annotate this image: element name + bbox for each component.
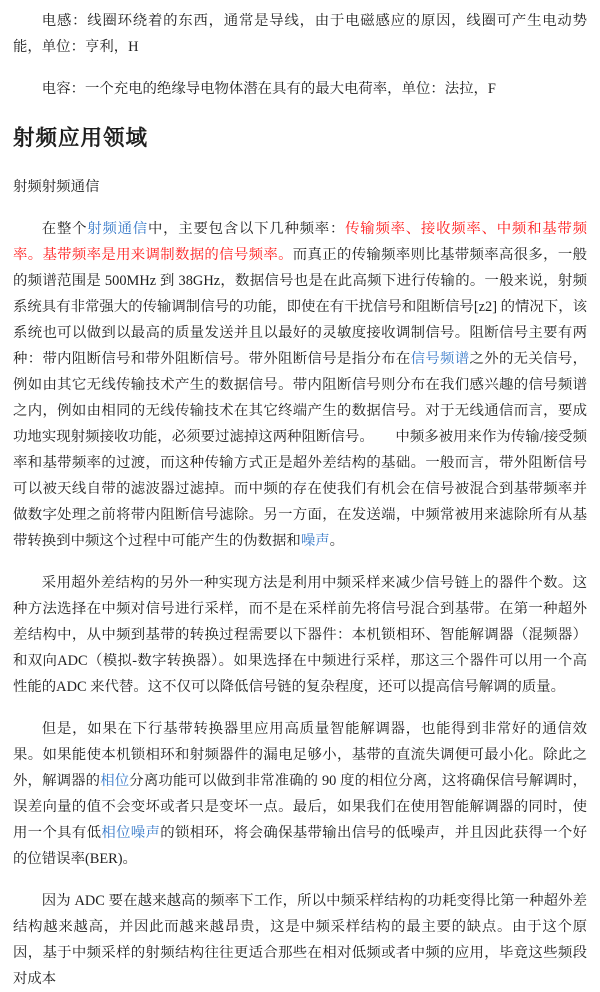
text-run: 因为 ADC 要在越来越高的频率下工作，所以中频采样结构的功耗变得比第一种超外差结构越来越高，并因此而越来越昂贵，这是中频采样结构的最主要的缺点。由于这个原因，基于中频采样的射频结构往往更适合那些在相对低频或者中频的应用，毕竟这些频段对成本 [13, 893, 587, 987]
link-phase[interactable]: 相位 [100, 773, 130, 789]
text-run: 分离功能可以做到非常准确的 90 度的相位分离，这将确保信号解调时，误差向量的值不会变坏或者只是变坏一点。最后，如果我们在使用智能解调器的同时，使用一个具有低 [13, 773, 587, 841]
paragraph-inductance [13, 8, 587, 60]
text-run: 的锁相环，将会确保基带输出信号的低噪声，并且因此获得一个好的位错误率(BER)。 [13, 825, 587, 867]
text-run: 电感：线圈环绕着的东西，通常是导线，由于电磁感应的原因，线圈可产生电动势能，单位：亨利，H [13, 13, 587, 55]
text-run: 采用超外差结构的另外一种实现方法是利用中频采样来减少信号链上的器件个数。这种方法选择在中频对信号进行采样，而不是在采样前先将信号混合到基带。在第一种超外差结构中，从中频到基带的转换过程需要以下器件：本机锁相环、智能解调器（混频器）和双向ADC（模拟-数字转换器）。如果选择在中频进行采样，那这三个器件可以用一个高性能的ADC 来代替。这不仅可以降低信号链的复杂程度，还可以提高信号解调的质量。 [13, 575, 587, 695]
text-run: 但是，如果在下行基带转换器里应用高质量智能解调器，也能得到非常好的通信效果。如果能使本机锁相环和射频器件的漏电足够小，基带的直流失调便可最小化。除此之外，解调器的 [13, 721, 587, 789]
subsection-heading: 射频射频通信 [13, 179, 100, 195]
link-noise[interactable]: 噪声 [300, 533, 330, 549]
paragraph-demodulator [13, 716, 587, 872]
link-phase-noise[interactable]: 相位噪声 [101, 825, 161, 841]
text-run: 电容：一个充电的绝缘导电物体潜在具有的最大电荷率，单位：法拉，F [41, 81, 496, 97]
text-run: 而真正的传输频率则比基带频率高很多，一般的频谱范围是 500MHz 到 38GHz，数据信号也是在此高频下进行传输的。一般来说，射频系统具有非常强大的传输调制信号的功能，即使在有干扰信号和阻断信号[z2] 的情况下，该系统也可以做到以最高的质量发送并且以最好的灵敏度接收调制信号。阻断信号主要有两种：带内阻断信号和带外阻断信号。带外阻断信号是指分布在 [13, 247, 587, 367]
paragraph-if-sampling [13, 570, 587, 700]
text-run: 之外的无关信号，例如由其它无线传输技术产生的数据信号。带内阻断信号则分布在我们感兴趣的信号频谱之内，例如由相同的无线传输技术在其它终端产生的数据信号。对于无线通信而言，要成功地实现射频接收功能，必须要过滤掉这两种阻断信号。 中频多被用来作为传输/接受频率和基带频率的过渡，而这种传输方式正是超外差结构的基础。一般而言，带外阻断信号可以被天线自带的滤波器过滤掉。而中频的存在使我们有机会在信号被混合到基带频率并做数字处理之前将带内阻断信号滤除。另一方面，在发送端，中频常被用来滤除所有从基带转换到中频这个过程中可能产生的伪数据和 [13, 351, 587, 549]
text-run: 中，主要包含以下几种频率： [147, 221, 346, 237]
link-signal-spectrum[interactable]: 信号频谱 [410, 351, 470, 367]
text-run: 在整个 [41, 221, 88, 237]
text-run: 。 [329, 533, 345, 549]
paragraph-adc-cost [13, 888, 587, 992]
paragraph-rf-overview [13, 216, 587, 554]
red-emphasis-text: 传输频率、接收频率、中频和基带频率。基带频率是用来调制数据的信号频率。 [13, 221, 587, 263]
section-heading: 射频应用领域 [13, 126, 149, 150]
paragraph-capacitance [13, 76, 587, 102]
link-rf-communication[interactable]: 射频通信 [87, 221, 148, 237]
